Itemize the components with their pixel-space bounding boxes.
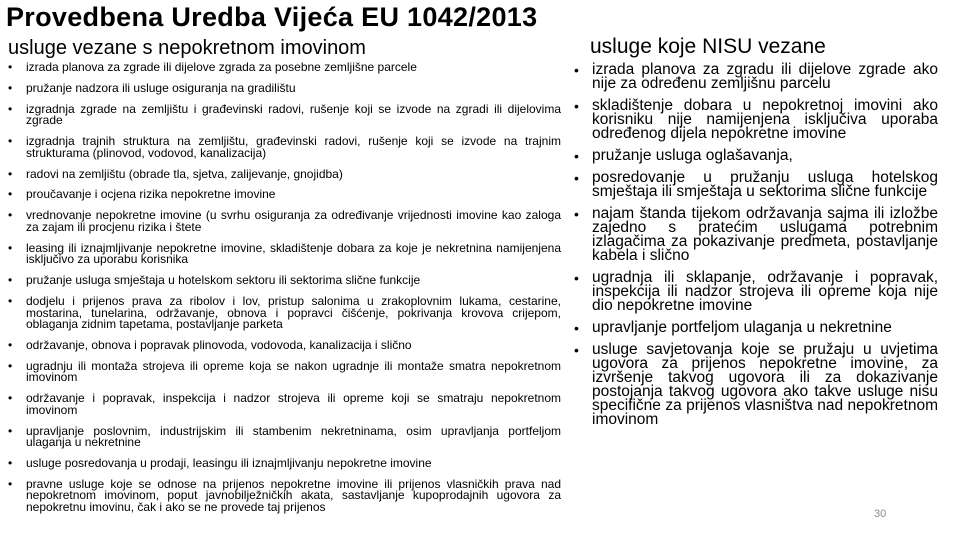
list-item: • upravljanje poslovnim, industrijskim ili stambenim nekretninama, osim upravljanja portfeljom ulaganja u nekretnine (8, 426, 561, 449)
list-item: • usluge savjetovanja koje se pružaju u uvjetima ugovora za prijenos nepokretne imovine, za izvršenje takvog ugovora ili za dokazivanje postojanja takvog ugovora ako takve usluge nisu specifične za prijenos vlasništva nad nepokretnom imovinom (572, 343, 938, 427)
list-item: • ugradnju ili montaža strojeva ili opreme koja se nakon ugradnje ili montaže smatra nepokretnom imovinom (8, 361, 561, 384)
list-item: • izgradnja zgrade na zemljištu i građevinski radovi, rušenje koji se izvode na zgradi ili dijelovima zgrade (8, 104, 561, 127)
right-bullet-list (572, 63, 938, 435)
page-number: 30 (874, 508, 887, 520)
list-item: • vrednovanje nepokretne imovine (u svrhu osiguranja za određivanje vrijednosti imovine kao zaloga za zajam ili procjenu rizika i štete (8, 210, 561, 233)
list-item: • održavanje, obnova i popravak plinovoda, vodovoda, kanalizacija i slično (8, 340, 561, 352)
right-column-heading: usluge koje NISU vezane (590, 35, 826, 58)
list-item: • leasing ili iznajmljivanje nepokretne imovine, skladištenje dobara za koje je nekretnina namijenjena isključivo za uporabu korisnika (8, 243, 561, 266)
list-item: • radovi na zemljištu (obrade tla, sjetva, zalijevanje, gnojidba) (8, 169, 561, 181)
list-item: • izrada planova za zgradu ili dijelove zgrade ako nije za određenu zemljišnu parcelu (572, 63, 938, 91)
left-bullet-list (8, 62, 561, 523)
left-column-heading: usluge vezane s nepokretnom imovinom (8, 37, 366, 59)
list-item: • skladištenje dobara u nepokretnoj imovini ako korisniku nije namijenjena isključiva uporaba određenog dijela nepokretne imovine (572, 99, 938, 141)
list-item: • dodjelu i prijenos prava za ribolov i lov, pristup salonima u zrakoplovnim lukama, cestarine, mostarina, tunelarina, održavanje, obnova i popravci čišćenje, pokrivanja krovova crijepom, oblaganja zidnim tapetama, postavljanje parketa (8, 296, 561, 331)
list-item: • održavanje i popravak, inspekcija i nadzor strojeva ili opreme koji se smatraju nepokretnom imovinom (8, 393, 561, 416)
list-item: • ugradnja ili sklapanje, održavanje i popravak, inspekcija ili nadzor strojeva ili opreme koja nije dio nepokretne imovine (572, 271, 938, 313)
list-item: • najam štanda tijekom održavanja sajma ili izložbe zajedno s pratećim uslugama potrebnim izlagačima za pokazivanje predmeta, postavljanje kabela i slično (572, 207, 938, 263)
list-item: • pravne usluge koje se odnose na prijenos nepokretne imovine ili prijenos vlasničkih prava nad nepokretnom imovinom, poput javnobilježničkih akata, sastavljanje kupoprodajnih ugovora za nepokretnu imovinu, čak i ako se ne provede taj prijenos (8, 479, 561, 514)
list-item: • posredovanje u pružanju usluga hotelskog smještaja ili smještaja u sektorima slične funkcije (572, 171, 938, 199)
list-item: • usluge posredovanja u prodaji, leasingu ili iznajmljivanju nepokretne imovine (8, 458, 561, 470)
list-item: • izgradnja trajnih struktura na zemljištu, građevinski radovi, rušenje koji se izvode na trajnim strukturama (plinovod, vodovod, kanalizacija) (8, 136, 561, 159)
list-item: • proučavanje i ocjena rizika nepokretne imovine (8, 189, 561, 201)
list-item: • pružanje nadzora ili usluge osiguranja na gradilištu (8, 83, 561, 95)
list-item: • pružanje usluga smještaja u hotelskom sektoru ili sektorima slične funkcije (8, 275, 561, 287)
list-item: • upravljanje portfeljom ulaganja u nekretnine (572, 321, 938, 335)
list-item: • pružanje usluga oglašavanja, (572, 149, 938, 163)
slide-title: Provedbena Uredba Vijeća EU 1042/2013 (6, 2, 538, 32)
list-item: • izrada planova za zgrade ili dijelove zgrada za posebne zemljišne parcele (8, 62, 561, 74)
